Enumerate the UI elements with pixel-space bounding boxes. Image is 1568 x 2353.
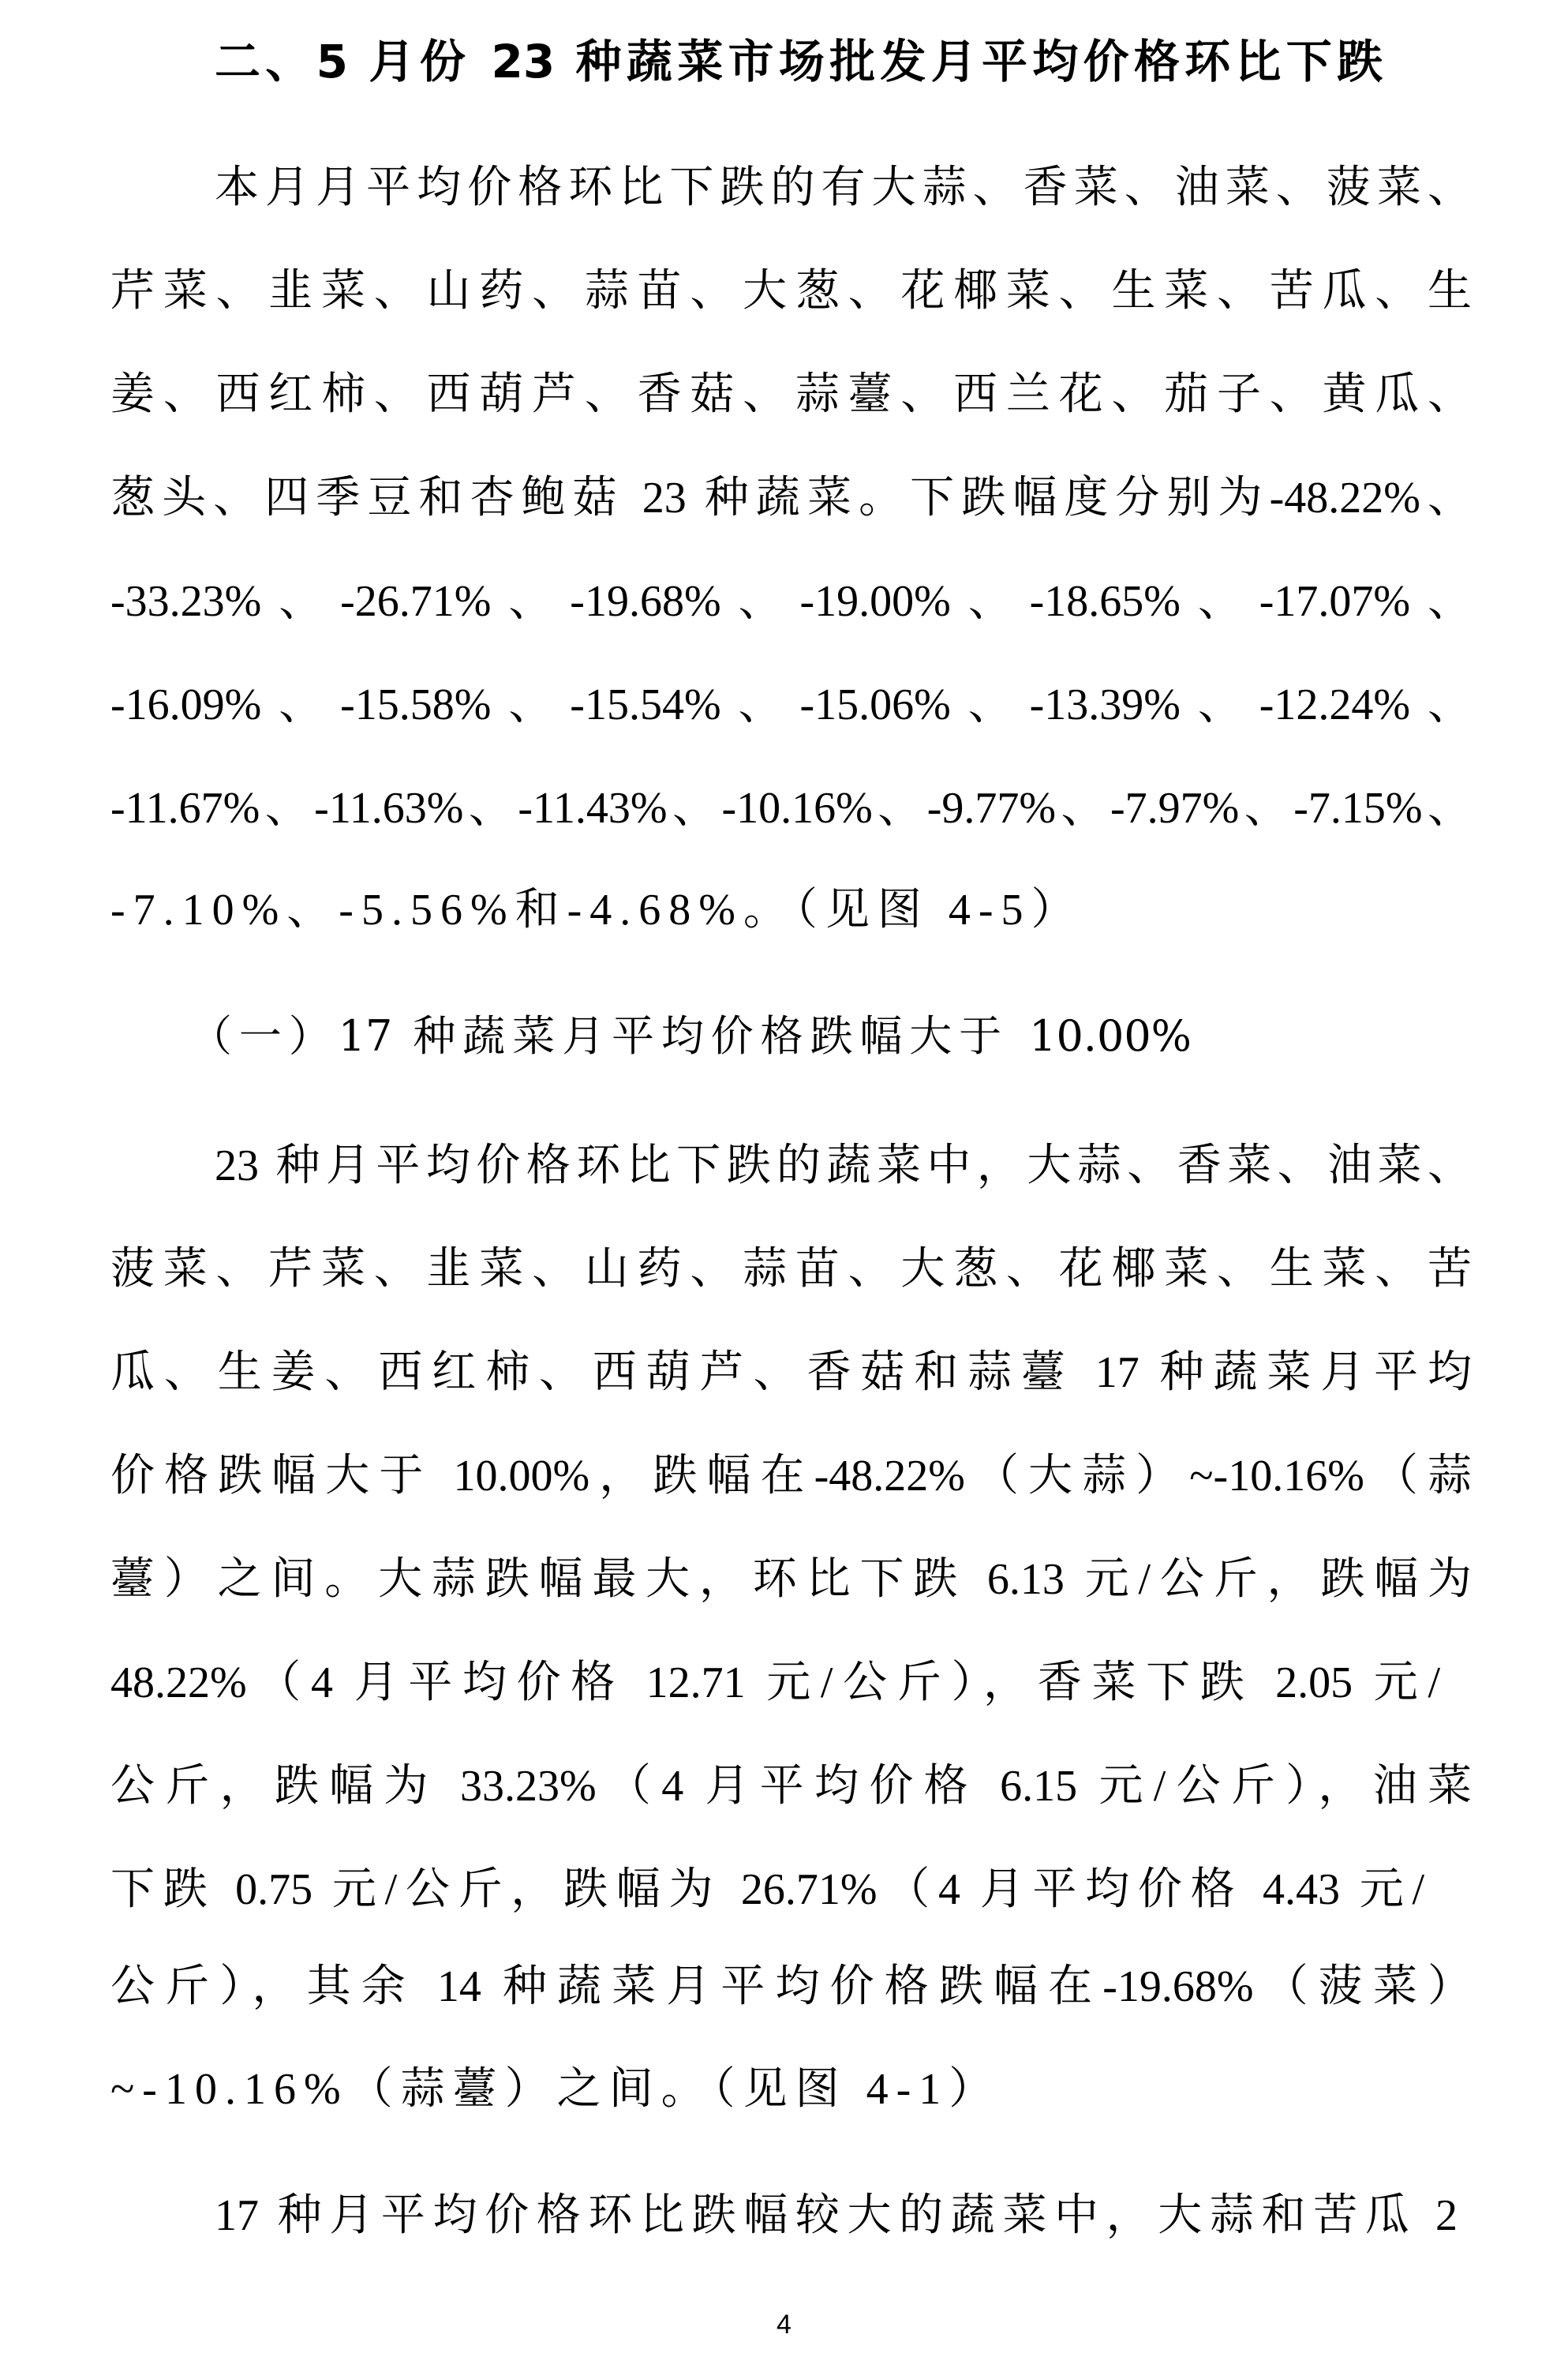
paragraph-line: 瓜、生姜、西红柿、西葫芦、香菇和蒜薹 17 种蔬菜月平均 [110,1348,1472,1397]
section-heading: 二、5 月份 23 种蔬菜市场批发月平均价格环比下跌 [215,35,1383,88]
paragraph-line: 下跌 0.75 元/公斤，跌幅为 26.71%（4 月平均价格 4.43 元/ [110,1865,1424,1914]
paragraph-line: 姜、西红柿、西葫芦、香菇、蒜薹、西兰花、茄子、黄瓜、 [110,370,1472,419]
paragraph-line: 价格跌幅大于 10.00%，跌幅在-48.22%（大蒜）~-10.16%（蒜 [110,1452,1472,1501]
paragraph-line: -33.23%、-26.71%、-19.68%、-19.00%、-18.65%、-17.07%、 [110,577,1472,626]
paragraph-line: 23 种月平均价格环比下跌的蔬菜中，大蒜、香菜、油菜、 [215,1141,1472,1190]
subsection-heading: （一）17 种蔬菜月平均价格跌幅大于 10.00% [189,1011,1192,1061]
paragraph-line: 薹）之间。大蒜跌幅最大，环比下跌 6.13 元/公斤，跌幅为 [110,1555,1472,1604]
paragraph-line: -11.67%、-11.63%、-11.43%、-10.16%、-9.77%、-7.97%、-7.15%、 [110,784,1472,833]
paragraph-line: 48.22%（4 月平均价格 12.71 元/公斤），香菜下跌 2.05 元/ [110,1658,1440,1707]
paragraph-line: 17 种月平均价格环比跌幅较大的蔬菜中，大蒜和苦瓜 2 [215,2191,1458,2240]
paragraph-line: 本月月平均价格环比下跌的有大蒜、香菜、油菜、菠菜、 [215,163,1472,212]
paragraph-line: 菠菜、芹菜、韭菜、山药、蒜苗、大葱、花椰菜、生菜、苦 [110,1245,1472,1294]
paragraph-line: 公斤），其余 14 种蔬菜月平均价格跌幅在-19.68%（菠菜） [110,1962,1472,2011]
paragraph-line: -7.10%、-5.56%和-4.68%。（见图 4-5） [110,886,1083,935]
paragraph-line: -16.09%、-15.58%、-15.54%、-15.06%、-13.39%、-12.24%、 [110,680,1472,729]
paragraph-line: 芹菜、韭菜、山药、蒜苗、大葱、花椰菜、生菜、苦瓜、生 [110,267,1472,316]
paragraph-line: 公斤，跌幅为 33.23%（4 月平均价格 6.15 元/公斤），油菜 [110,1762,1472,1811]
paragraph-line: ~-10.16%（蒜薹）之间。（见图 4-1） [110,2065,1001,2114]
paragraph-line: 葱头、四季豆和杏鲍菇 23 种蔬菜。下跌幅度分别为-48.22%、 [110,474,1472,523]
page-number: 4 [777,2310,791,2340]
